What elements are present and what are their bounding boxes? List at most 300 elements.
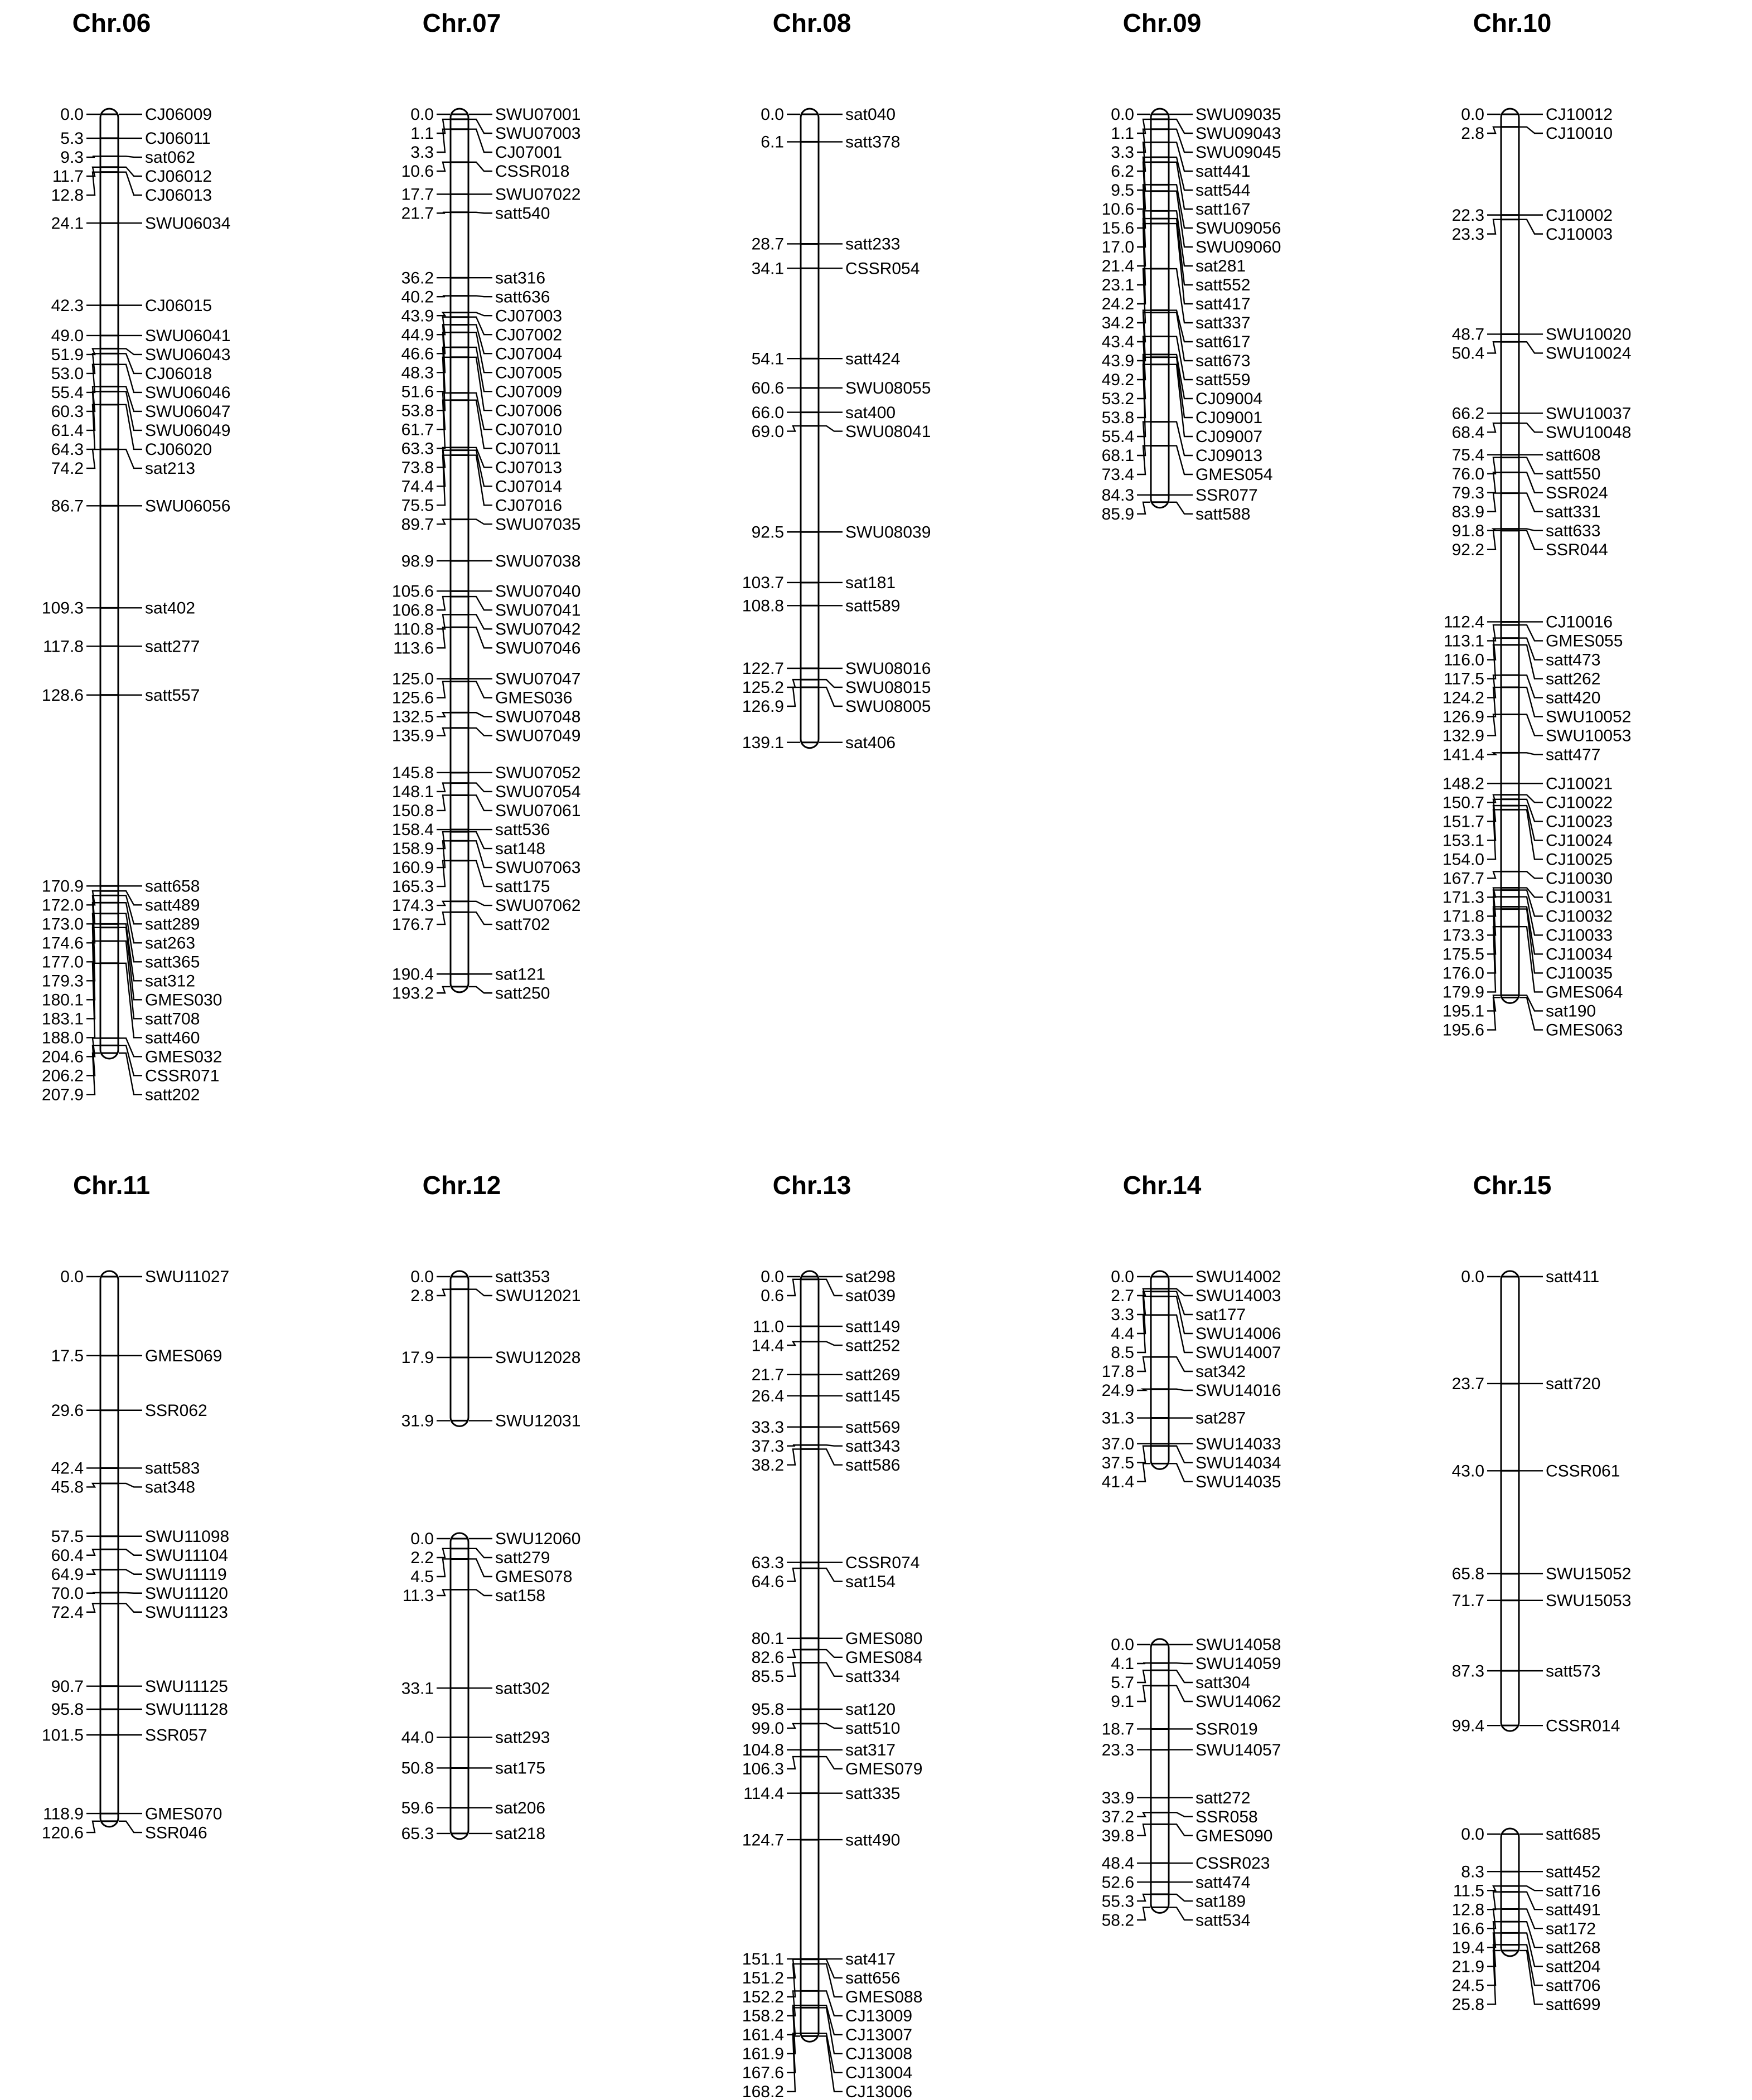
marker-leader-line [819,426,843,431]
linkage-group [700,1243,1051,2100]
marker-leader-line [819,1342,843,1345]
marker-name-label: CJ10023 [1546,812,1613,831]
marker-position-label: 0.0 [410,1268,434,1287]
marker-name-label: SWU07062 [495,896,581,915]
marker-name-label: SWU07047 [495,670,581,688]
marker-position-label: 151.2 [742,1969,784,1988]
marker-position-label: 51.6 [401,382,434,401]
marker-position-label: 23.3 [1451,225,1484,244]
marker-leader-line [119,903,142,943]
marker-position-label: 11.7 [52,167,84,186]
marker-leader-line [1519,1951,1543,2004]
marker-position-label: 3.3 [1111,143,1134,162]
marker-position-label: 110.8 [393,620,434,639]
marker-leader-line [819,1449,843,1464]
marker-position-label: 177.0 [41,953,84,972]
marker-name-label: sat062 [145,148,196,167]
marker-position-label: 39.8 [1101,1826,1134,1845]
marker-name-label: SWU10020 [1546,325,1632,344]
marker-name-label: CJ13006 [845,2083,913,2100]
marker-position-label: 15.6 [1101,219,1134,238]
marker-position-label: 135.9 [391,726,434,745]
marker-leader-line [819,687,843,706]
marker-position-label: 0.0 [1461,1825,1484,1844]
marker-name-label: satt583 [145,1459,200,1478]
marker-name-label: CJ07014 [495,477,563,496]
position-leader-line [1137,1463,1150,1481]
marker-leader-line [819,1279,843,1296]
marker-position-label: 92.5 [751,523,784,542]
marker-position-label: 122.7 [742,659,784,678]
position-leader-line [1137,1670,1150,1682]
marker-position-label: 37.3 [751,1437,784,1456]
marker-name-label: satt706 [1546,1976,1601,1995]
position-leader-line [1487,220,1501,234]
position-leader-line [1487,997,1501,1030]
marker-leader-line [469,296,492,297]
marker-position-label: 33.1 [401,1679,434,1698]
marker-position-label: 49.2 [1101,371,1134,390]
marker-name-label: CJ10002 [1546,206,1613,225]
marker-position-label: 46.6 [401,345,434,363]
marker-name-label: SWU07001 [495,105,581,124]
position-leader-line [1137,1907,1150,1920]
marker-leader-line [1169,1670,1193,1682]
marker-position-label: 103.7 [742,574,784,593]
marker-position-label: 206.2 [41,1066,84,1085]
marker-position-label: 63.3 [401,439,434,458]
marker-position-label: 51.9 [51,346,84,365]
position-leader-line [787,687,800,706]
marker-name-label: CJ10022 [1546,793,1613,812]
marker-position-label: 57.5 [51,1527,84,1546]
marker-position-label: 150.7 [1442,793,1484,812]
position-leader-line [437,912,450,924]
marker-name-label: sat158 [495,1587,546,1606]
marker-position-label: 0.0 [1111,1636,1134,1655]
marker-position-label: 126.9 [742,697,784,716]
marker-name-label: CJ06009 [145,105,212,124]
position-leader-line [1137,446,1150,474]
marker-position-label: 176.7 [391,915,434,934]
marker-leader-line [469,861,492,886]
marker-name-label: satt656 [845,1969,901,1988]
marker-leader-line [1519,714,1543,735]
marker-name-label: CJ10031 [1546,888,1613,907]
marker-position-label: 69.0 [751,422,784,441]
marker-name-label: satt477 [1546,745,1601,764]
position-leader-line [437,1590,450,1595]
marker-name-label: GMES030 [145,991,222,1010]
marker-position-label: 44.9 [401,326,434,345]
marker-position-label: 195.1 [1442,1002,1484,1021]
position-leader-line [86,1570,100,1574]
chromosome-title: Chr.06 [72,8,151,37]
marker-leader-line [1519,472,1543,492]
marker-name-label: CJ10021 [1546,774,1613,793]
marker-position-label: 21.4 [1101,257,1134,276]
marker-leader-line [469,987,492,993]
marker-position-label: 171.8 [1442,907,1484,926]
marker-name-label: SWU14062 [1196,1692,1281,1711]
marker-name-label: CSSR014 [1546,1716,1620,1735]
marker-position-label: 173.0 [41,915,84,934]
marker-name-label: satt559 [1196,371,1251,390]
marker-position-label: 98.9 [401,552,434,571]
marker-position-label: 24.2 [1101,295,1134,314]
marker-leader-line [1169,422,1193,455]
marker-name-label: GMES084 [845,1648,923,1667]
position-leader-line [437,296,450,297]
marker-leader-line [469,400,492,448]
marker-leader-line [469,795,492,811]
marker-position-label: 101.5 [41,1726,84,1745]
marker-position-label: 158.4 [391,821,434,840]
linkage-group [1051,1611,1401,1954]
marker-leader-line [1169,1812,1193,1816]
marker-name-label: CJ06020 [145,440,212,459]
marker-name-label: sat406 [845,733,896,752]
marker-leader-line [1169,1824,1193,1835]
marker-name-label: sat040 [845,105,896,124]
chromosome-title: Chr.07 [422,8,501,37]
marker-leader-line [469,681,492,697]
marker-leader-line [469,901,492,905]
marker-position-label: 175.5 [1442,945,1484,964]
marker-position-label: 118.9 [43,1805,84,1823]
marker-position-label: 0.0 [410,105,434,124]
marker-name-label: sat189 [1196,1892,1246,1911]
marker-name-label: SWU11123 [145,1603,228,1622]
chromosome-bar [100,109,118,1059]
marker-position-label: 37.0 [1101,1434,1134,1453]
chromosome-bar [1151,109,1169,508]
marker-name-label: satt633 [1546,521,1601,540]
marker-leader-line [1169,1686,1193,1701]
marker-position-label: 87.3 [1451,1662,1484,1681]
marker-position-label: 71.7 [1451,1591,1484,1610]
marker-position-label: 125.0 [391,670,434,688]
marker-position-label: 161.9 [742,2045,784,2064]
marker-name-label: satt424 [845,350,901,368]
marker-position-label: 58.2 [1101,1911,1134,1930]
marker-position-label: 40.2 [401,288,434,307]
marker-name-label: sat316 [495,269,546,288]
marker-leader-line [469,783,492,792]
marker-position-label: 10.6 [1101,200,1134,219]
marker-name-label: CJ10003 [1546,225,1613,244]
marker-leader-line [469,1590,492,1595]
marker-leader-line [119,386,142,411]
marker-position-label: 167.7 [1442,869,1484,888]
marker-position-label: 10.6 [401,162,434,181]
marker-position-label: 171.3 [1442,888,1484,907]
marker-position-label: 61.4 [51,421,84,440]
marker-name-label: sat417 [845,1950,896,1969]
marker-leader-line [1519,687,1543,717]
marker-leader-line [1169,1446,1193,1463]
marker-position-label: 132.9 [1442,726,1484,745]
marker-name-label: satt658 [145,877,200,896]
marker-position-label: 112.4 [1444,613,1484,632]
marker-name-label: satt491 [1546,1900,1601,1919]
position-leader-line [86,1483,100,1487]
marker-position-label: 99.4 [1451,1716,1484,1735]
marker-name-label: satt536 [495,821,550,840]
marker-leader-line [1519,531,1543,550]
marker-leader-line [469,841,492,867]
marker-name-label: CJ13009 [845,2007,913,2026]
marker-name-label: CJ10025 [1546,850,1613,869]
marker-leader-line [119,353,142,374]
marker-leader-line [1169,224,1193,304]
marker-leader-line [819,1445,843,1446]
marker-leader-line [1169,269,1193,323]
marker-name-label: SWU08055 [845,379,931,398]
marker-name-label: satt608 [1546,445,1601,464]
marker-leader-line [819,1724,843,1728]
marker-name-label: satt673 [1196,352,1251,371]
marker-name-label: sat177 [1196,1306,1246,1325]
marker-position-label: 43.0 [1451,1462,1484,1481]
marker-name-label: satt716 [1546,1881,1601,1900]
marker-leader-line [119,449,142,468]
marker-name-label: sat175 [495,1759,546,1778]
marker-name-label: CJ07002 [495,326,563,345]
marker-position-label: 139.1 [742,733,784,752]
marker-name-label: CJ09007 [1196,428,1263,447]
marker-leader-line [119,1053,142,1094]
marker-name-label: satt335 [845,1784,901,1803]
marker-name-label: satt544 [1196,181,1251,200]
position-leader-line [787,1663,800,1676]
chromosome-bar [801,109,819,748]
marker-name-label: satt473 [1546,651,1601,670]
marker-name-label: SWU15052 [1546,1565,1632,1584]
marker-leader-line [819,1757,843,1769]
position-leader-line [1487,871,1501,878]
chromosome-title: Chr.14 [1122,1171,1202,1200]
marker-position-label: 0.0 [1461,1268,1484,1287]
marker-position-label: 90.7 [51,1677,84,1696]
marker-position-label: 53.8 [401,401,434,420]
marker-name-label: SWU14006 [1196,1325,1281,1344]
marker-leader-line [1169,162,1193,209]
marker-position-label: 74.2 [51,459,84,478]
marker-position-label: 34.2 [1101,314,1134,333]
marker-leader-line [119,1821,142,1832]
marker-name-label: SWU07063 [495,859,581,877]
marker-name-label: SWU10052 [1546,707,1632,726]
position-leader-line [437,795,450,811]
marker-name-label: CJ10030 [1546,869,1613,888]
marker-position-label: 23.1 [1101,276,1134,295]
marker-position-label: 42.4 [51,1459,84,1478]
marker-name-label: CJ06013 [145,186,212,205]
chromosome-title: Chr.09 [1122,8,1202,37]
marker-name-label: satt149 [845,1317,901,1336]
marker-leader-line [469,162,492,171]
marker-position-label: 17.5 [51,1346,84,1365]
marker-leader-line [819,680,843,687]
marker-position-label: 8.3 [1461,1863,1484,1881]
marker-name-label: CJ07005 [495,363,563,382]
marker-name-label: SSR024 [1546,483,1608,502]
marker-position-label: 6.1 [761,133,784,152]
marker-position-label: 174.6 [41,934,84,953]
marker-name-label: sat400 [845,403,896,422]
marker-leader-line [1169,1894,1193,1901]
marker-leader-line [469,520,492,525]
position-leader-line [437,901,450,905]
marker-position-label: 125.6 [391,688,434,707]
marker-position-label: 55.4 [1101,428,1134,447]
marker-leader-line [1169,1907,1193,1920]
marker-name-label: satt617 [1196,333,1251,352]
marker-name-label: sat120 [845,1700,896,1719]
marker-position-label: 0.0 [60,1268,84,1287]
marker-name-label: SWU06056 [145,497,231,516]
marker-name-label: CJ10035 [1546,964,1613,983]
marker-position-label: 36.2 [401,269,434,288]
marker-position-label: 33.9 [1101,1788,1134,1807]
position-leader-line [1487,753,1501,754]
marker-leader-line [119,1483,142,1487]
marker-name-label: satt702 [495,915,550,934]
marker-name-label: CJ10016 [1546,613,1613,632]
marker-position-label: 89.7 [401,515,434,534]
marker-position-label: 193.2 [391,984,434,1003]
linkage-group [1051,81,1401,547]
marker-position-label: 83.9 [1451,502,1484,521]
marker-name-label: CJ13004 [845,2064,913,2083]
marker-position-label: 68.1 [1101,447,1134,465]
marker-position-label: 16.6 [1451,1919,1484,1938]
marker-name-label: satt268 [1546,1938,1601,1957]
marker-position-label: 4.1 [1111,1655,1134,1674]
marker-leader-line [819,2036,843,2091]
marker-name-label: GMES090 [1196,1826,1273,1845]
marker-position-label: 116.0 [1444,651,1484,670]
marker-name-label: CJ07004 [495,345,563,363]
marker-position-label: 5.3 [60,129,84,148]
marker-position-label: 11.3 [402,1587,434,1606]
marker-position-label: 161.4 [742,2026,784,2045]
position-leader-line [787,680,800,687]
marker-name-label: CJ09004 [1196,390,1263,409]
position-leader-line [86,156,100,157]
marker-position-label: 4.5 [410,1568,434,1587]
marker-name-label: satt552 [1196,276,1251,295]
marker-position-label: 99.0 [751,1719,784,1738]
marker-name-label: SWU08039 [845,523,931,542]
marker-position-label: 22.3 [1451,206,1484,225]
position-leader-line [1487,809,1501,859]
marker-leader-line [1519,809,1543,859]
marker-leader-line [1519,871,1543,878]
marker-position-label: 152.2 [742,1988,784,2007]
marker-name-label: SWU12060 [495,1530,581,1549]
marker-name-label: CJ07001 [495,143,563,162]
marker-name-label: SWU14002 [1196,1268,1281,1287]
marker-name-label: SWU06041 [145,327,231,346]
marker-name-label: SWU07042 [495,620,581,639]
marker-position-label: 117.5 [1444,670,1484,688]
marker-name-label: satt588 [1196,505,1251,524]
marker-name-label: CJ07009 [495,382,563,401]
position-leader-line [1137,1357,1150,1371]
marker-name-label: satt540 [495,204,550,223]
marker-leader-line [1519,888,1543,898]
marker-name-label: GMES078 [495,1568,573,1587]
marker-name-label: CSSR071 [145,1066,220,1085]
marker-name-label: sat263 [145,934,196,953]
marker-name-label: GMES079 [845,1760,923,1779]
marker-position-label: 23.7 [1451,1375,1484,1394]
chromosome-title: Chr.12 [422,1171,501,1200]
marker-position-label: 23.3 [1101,1740,1134,1759]
chromosome-title: Chr.13 [772,1171,851,1200]
position-leader-line [86,449,100,468]
marker-leader-line [1519,997,1543,1030]
marker-position-label: 9.5 [1111,181,1134,200]
marker-name-label: SWU15053 [1546,1591,1632,1610]
marker-name-label: satt302 [495,1679,550,1698]
marker-name-label: sat312 [145,972,196,991]
marker-position-label: 65.8 [1451,1565,1484,1584]
marker-position-label: 105.6 [391,582,434,601]
marker-position-label: 158.2 [742,2007,784,2026]
marker-position-label: 176.0 [1442,964,1484,983]
marker-position-label: 17.0 [1101,238,1134,257]
marker-position-label: 33.3 [751,1418,784,1437]
marker-position-label: 0.6 [761,1287,784,1306]
position-leader-line [787,1342,800,1345]
marker-leader-line [819,1650,843,1657]
marker-name-label: satt145 [845,1387,901,1406]
marker-position-label: 0.0 [410,1530,434,1549]
marker-name-label: sat181 [845,574,896,593]
marker-name-label: satt378 [845,133,901,152]
marker-position-label: 26.4 [751,1387,784,1406]
marker-position-label: 188.0 [41,1029,84,1047]
marker-leader-line [1169,1389,1193,1390]
marker-name-label: sat190 [1546,1002,1596,1021]
position-leader-line [787,1279,800,1296]
position-leader-line [437,400,450,448]
marker-leader-line [469,1559,492,1577]
position-leader-line [86,1821,100,1832]
marker-position-label: 52.6 [1101,1873,1134,1892]
marker-leader-line [1519,1922,1543,1947]
marker-position-label: 19.4 [1451,1938,1484,1957]
marker-name-label: SWU07054 [495,783,581,802]
marker-leader-line [119,1549,142,1555]
marker-position-label: 1.1 [1111,124,1134,143]
marker-position-label: 95.8 [751,1700,784,1719]
position-leader-line [1487,127,1501,133]
marker-leader-line [469,455,492,506]
marker-name-label: SWU12031 [495,1412,581,1430]
marker-position-label: 55.4 [51,384,84,402]
marker-name-label: SWU07038 [495,552,581,571]
marker-position-label: 120.6 [41,1823,84,1842]
marker-leader-line [469,627,492,648]
marker-leader-line [469,832,492,848]
marker-leader-line [469,313,492,316]
marker-position-label: 207.9 [41,1085,84,1104]
marker-name-label: SWU07052 [495,764,581,783]
